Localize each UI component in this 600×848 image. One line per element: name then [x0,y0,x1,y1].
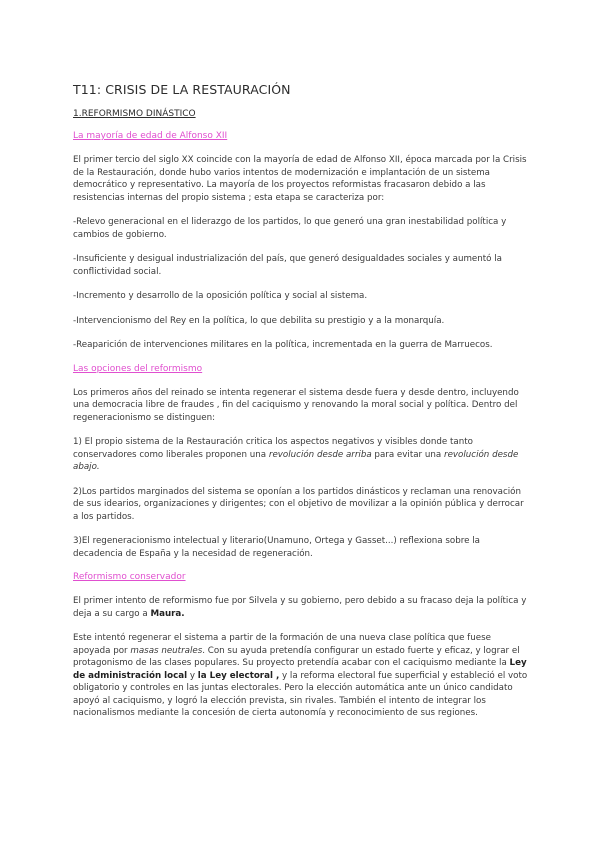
paragraph-maura: Este intentó regenerar el sistema a partir de la formación de una nueva clase política que fuese apoyada por masas neutrales. Con su ayuda pretendía configurar un estado fuerte y eficaz, y lograr el protagonismo de las clases populares. Su proyecto pretendía acabar con el caciquismo mediante la Ley de administración local y la Ley electoral , y la reforma electoral fue superficial y estableció el voto obligatorio y controles en las juntas electorales. Pero la elección automática ante un único candidato apoyó al caciquismo, y logró la elección prevista, sin rivales. También el intento de integrar los nacionalismos mediante la concesión de cierta autonomía y reconocimiento de sus regiones. [73,633,528,718]
list-item: -Incremento y desarrollo de la oposición política y social al sistema. [73,291,368,301]
paragraph-regeneracionismo: Los primeros años del reinado se intenta regenerar el sistema desde fuera y desde dentro, incluyendo una democracia libre de fraudes , fin del caciquismo y renovando la moral social y política. Dentro del regeneracionismo se distinguen: [73,387,519,423]
page-title: T11: CRISIS DE LA RESTAURACIÓN [73,82,291,97]
bold-law-electoral: la Ley electoral , [197,670,280,681]
paragraph-point-3: 3)El regeneracionismo intelectual y literario(Unamuno, Ortega y Gasset...) reflexiona sobre la decadencia de España y la necesidad de regeneración. [73,536,480,559]
list-item: -Relevo generacional en el liderazgo de los partidos, lo que generó una gran inestabilidad política y cambios de gobierno. [73,217,507,240]
subheading-reformismo-conservador: Reformismo conservador [73,572,186,582]
bold-name: Maura. [150,608,185,619]
list-item: -Reaparición de intervenciones militares en la política, incrementada en la guerra de Marruecos. [73,340,493,350]
italic-phrase: masas neutrales [130,645,203,656]
paragraph-silvela: El primer intento de reformismo fue por Silvela y su gobierno, pero debido a su fracaso deja la política y deja a su cargo a Maura. [73,596,527,619]
italic-phrase: revolución desde abajo. [73,449,519,472]
paragraph-intro: El primer tercio del siglo XX coincide con la mayoría de edad de Alfonso XII, época marcada por la Crisis de la Restauración, donde hubo varios intentos de modernización e implantación de un sistema democrático y representativo. La mayoría de los proyectos reformistas fracasaron debido a las resistencias internas del propio sistema ; esta etapa se caracteriza por: [73,155,527,203]
paragraph-point-2: 2)Los partidos marginados del sistema se oponían a los partidos dinásticos y reclaman una renovación de sus idearios, organizaciones y dirigentes; con el objetivo de movilizar a la opinión pública y derrocar a los partidos. [73,486,524,522]
italic-phrase: revolución desde arriba [268,449,372,460]
paragraph-point-1: 1) El propio sistema de la Restauración critica los aspectos negativos y visibles donde tanto conservadores como liberales proponen una revolución desde arriba para evitar una revolución desde abajo. [73,437,519,472]
bold-law-local: Ley de administración local [73,658,527,681]
subheading-mayoria-de-edad: La mayoría de edad de Alfonso XII [73,131,228,141]
list-item: -Intervencionismo del Rey en la política, lo que debilita su prestigio y a la monarquía. [73,315,445,326]
section-heading-reformismo-dinastico: 1.REFORMISMO DINÁSTICO [73,109,196,119]
document-page [73,82,529,732]
subheading-opciones-del-reformismo: Las opciones del reformismo [73,363,203,374]
list-item: -Insuficiente y desigual industrialización del país, que generó desigualdades sociales y aumentó la conflictividad social. [73,254,502,277]
